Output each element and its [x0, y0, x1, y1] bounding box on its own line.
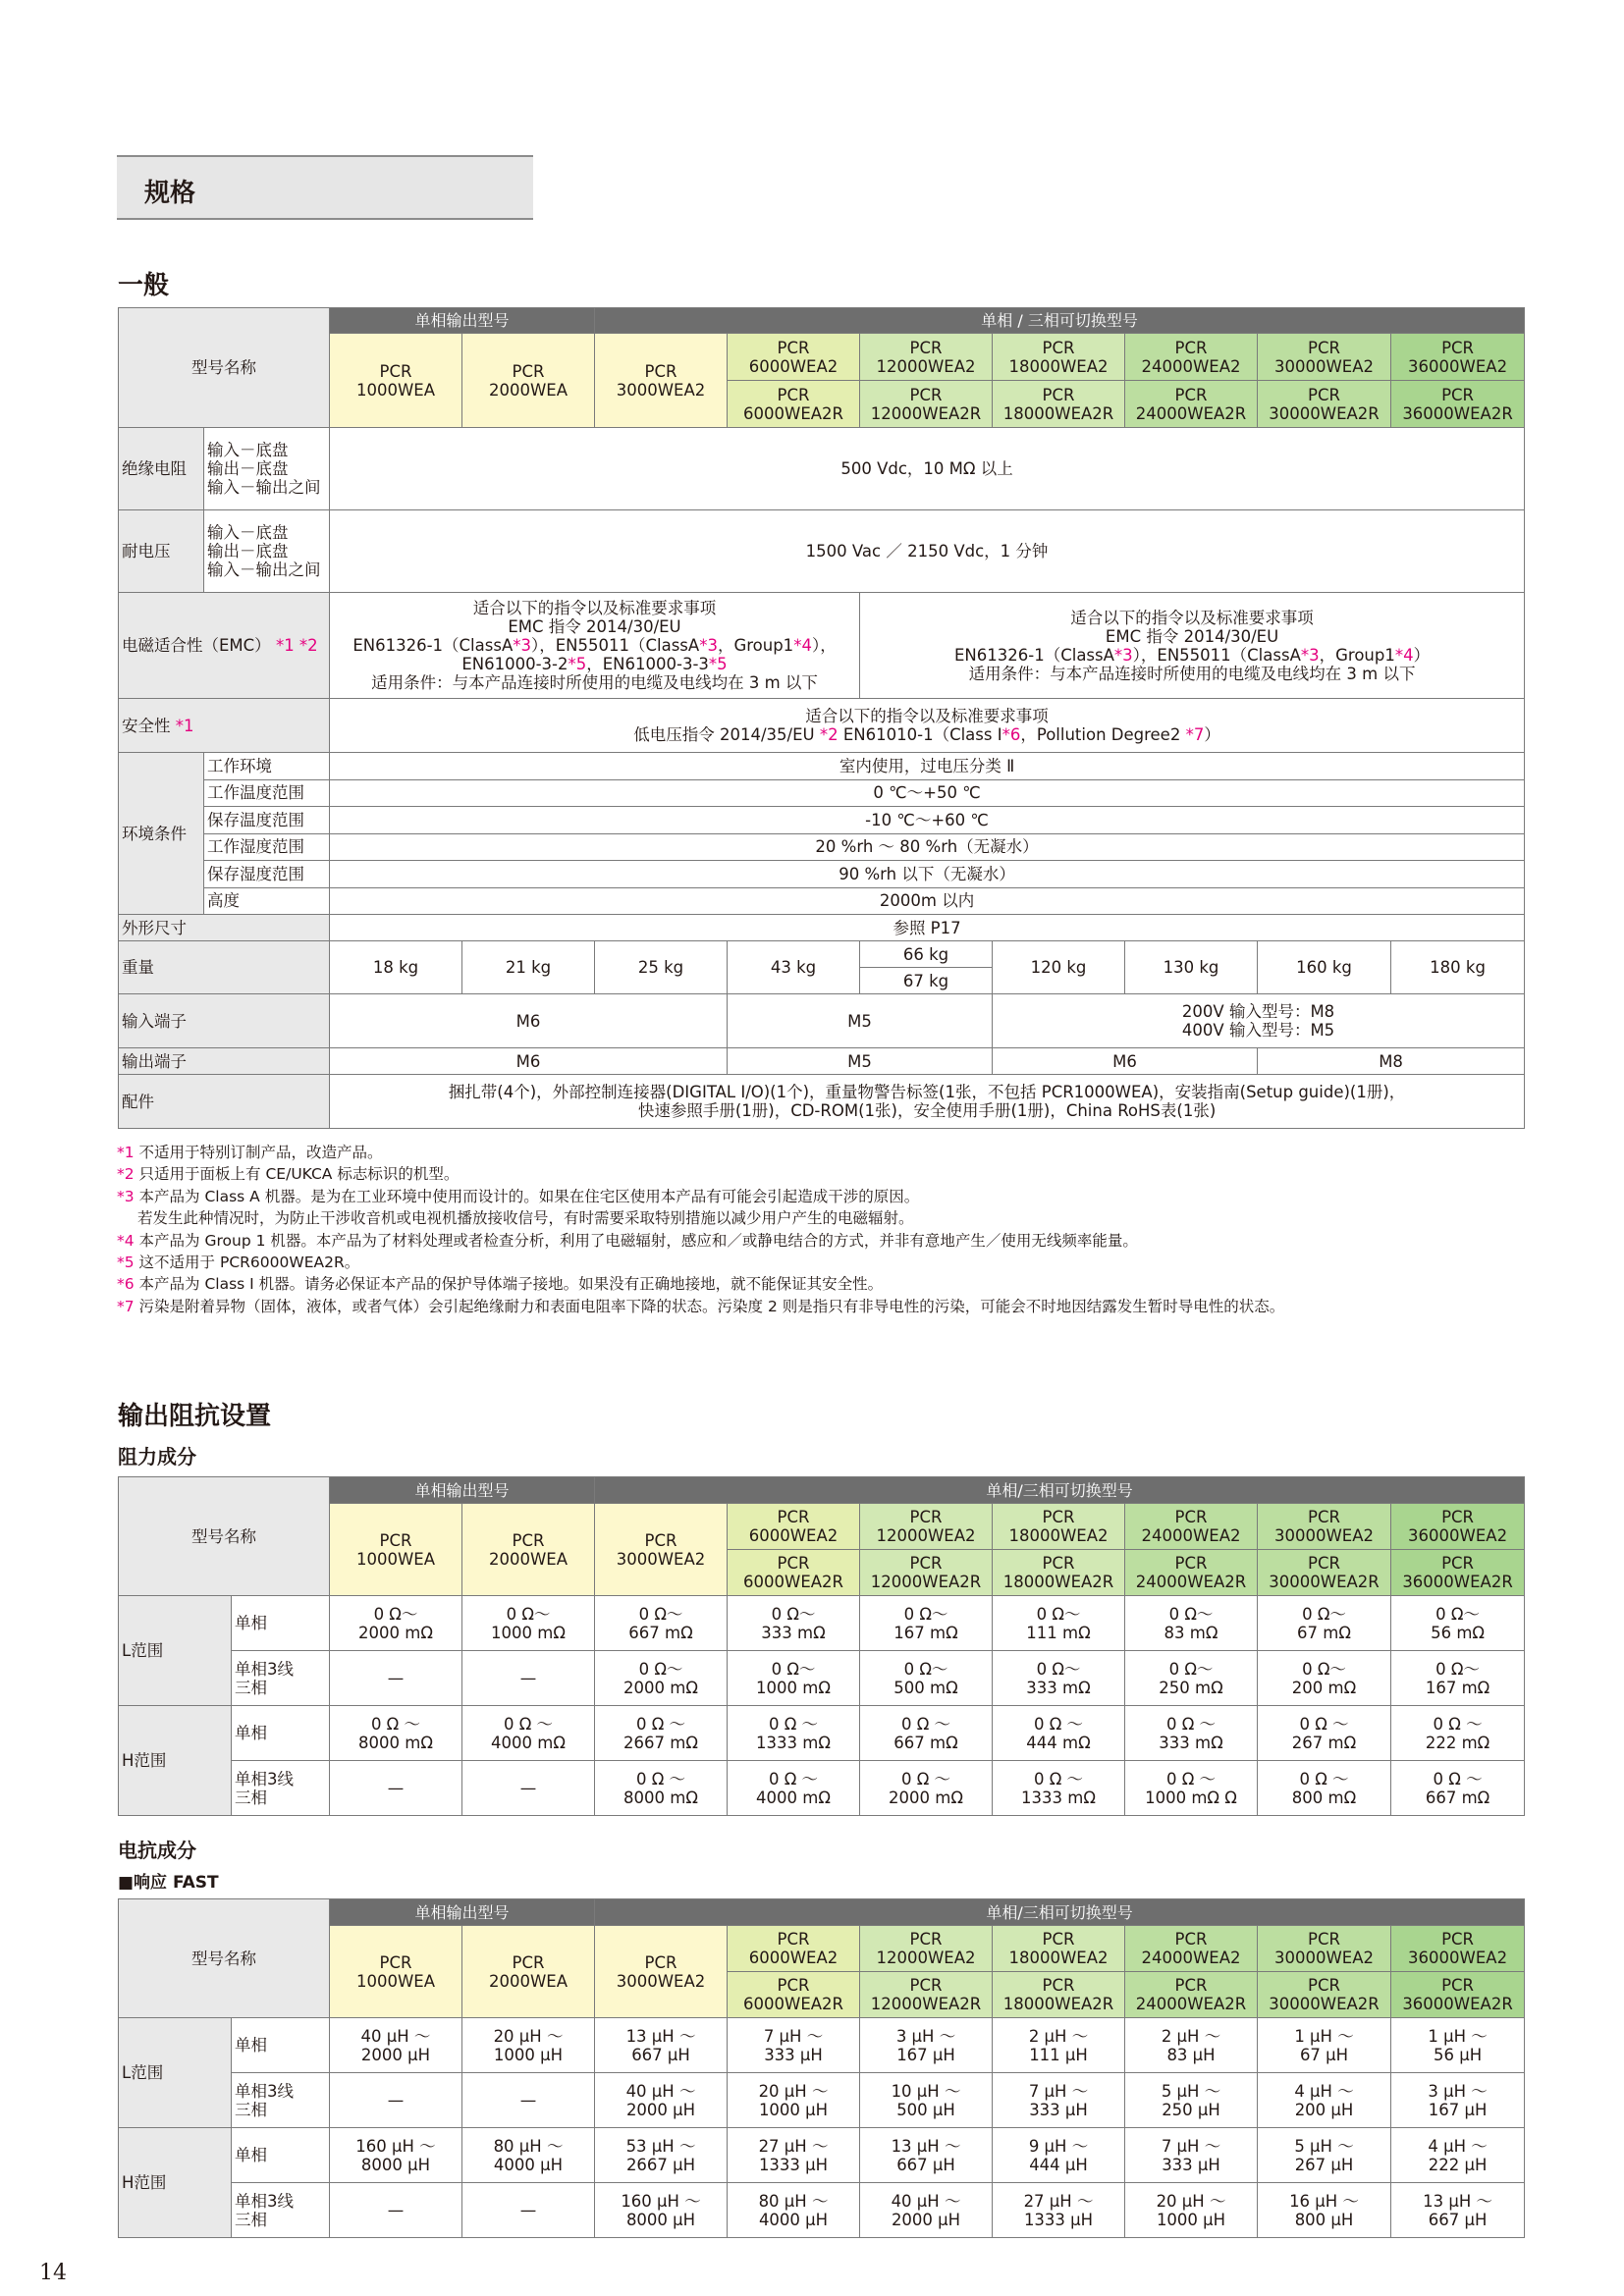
impedance-value: 80 μH ～ 4000 μH [728, 2183, 860, 2238]
emc-left-cell [330, 593, 860, 699]
phase-label: 单相3线 三相 [232, 2183, 330, 2238]
impedance-value: 0 Ω ～ 667 mΩ [1391, 1761, 1525, 1816]
output-terminal-value: M6 [993, 1048, 1258, 1075]
impedance-value: 0 Ω～ 1000 mΩ [728, 1651, 860, 1706]
model-name: PCR 3000WEA2 [595, 1926, 728, 2018]
footnote-mark: *7 [117, 1297, 135, 1315]
dimensions-value: 参照 P17 [330, 915, 1525, 941]
page-number: 14 [39, 2261, 67, 2285]
impedance-value: 7 μH ～ 333 μH [993, 2073, 1125, 2128]
impedance-value: 0 Ω ～ 2667 mΩ [595, 1706, 728, 1761]
weight-value: 67 kg [860, 968, 993, 994]
model-name: PCR 6000WEA2 [728, 1926, 860, 1972]
resistance-heading: 阻力成分 [118, 1445, 196, 1468]
impedance-value: 0 Ω～ 56 mΩ [1391, 1596, 1525, 1651]
model-name: PCR 18000WEA2 [993, 1504, 1125, 1550]
phase-label: 单相3线 三相 [232, 2073, 330, 2128]
phase-label: 单相 [232, 1706, 330, 1761]
model-name: PCR 36000WEA2 [1391, 1926, 1525, 1972]
model-name-r: PCR 30000WEA2R [1258, 381, 1391, 428]
weight-value: 160 kg [1258, 941, 1391, 994]
env-item-name: 保存温度范围 [204, 807, 330, 834]
footnote-text: 不适用于特别订制产品，改造产品。 [134, 1144, 383, 1161]
model-name-r: PCR 24000WEA2R [1125, 1550, 1258, 1596]
impedance-value: 0 Ω～ 500 mΩ [860, 1651, 993, 1706]
emc-right-l2: EMC 指令 2014/30/EU [1105, 626, 1279, 646]
dimensions-label: 外形尺寸 [119, 915, 330, 941]
env-item-value: 2000m 以内 [330, 887, 1525, 915]
footnote-text: 本产品为 Group 1 机器。本产品为了材料处理或者检查分析，利用了电磁辐射，感应和／或静电结合的方式，并非有意地产生／使用无线频率能量。 [134, 1231, 1138, 1250]
withstand-label: 耐电压 [119, 510, 204, 593]
model-name: PCR 12000WEA2 [860, 334, 993, 381]
weight-value: 43 kg [728, 941, 860, 994]
footnote-mark: *3 [117, 1187, 135, 1205]
footnote-text: 本产品为 Class A 机器。是为在工业环境中使用而设计的。如果在住宅区使用本产品有可能会引起造成干涉的原因。 [134, 1187, 920, 1205]
insulation-label: 绝缘电阻 [119, 428, 204, 510]
impedance-value: — [330, 1651, 462, 1706]
impedance-value: 0 Ω～ 67 mΩ [1258, 1596, 1391, 1651]
impedance-value: 0 Ω～ 333 mΩ [728, 1596, 860, 1651]
impedance-value: 1 μH ～ 67 μH [1258, 2018, 1391, 2073]
withstand-value: 1500 Vac ／ 2150 Vdc，1 分钟 [330, 510, 1525, 593]
impedance-value: 0 Ω ～ 800 mΩ [1258, 1761, 1391, 1816]
footnote-mark: *4 [117, 1231, 135, 1250]
impedance-value: 4 μH ～ 222 μH [1391, 2128, 1525, 2183]
model-name: PCR 24000WEA2 [1125, 1926, 1258, 1972]
model-name: PCR 18000WEA2 [993, 1926, 1125, 1972]
emc-left-l4: EN61000-3-2*5，EN61000-3-3*5 [461, 655, 728, 673]
footnote [117, 1230, 1531, 1252]
fast-label: ■响应 FAST [118, 1873, 219, 1893]
env-item-name: 工作湿度范围 [204, 833, 330, 861]
impedance-value: 27 μH ～ 1333 μH [728, 2128, 860, 2183]
emc-left-l5: 适用条件：与本产品连接时所使用的电缆及电线均在 3 m 以下 [371, 673, 818, 692]
impedance-value: 1 μH ～ 56 μH [1391, 2018, 1525, 2073]
model-name-r: PCR 12000WEA2R [860, 1972, 993, 2018]
weight-value: 25 kg [595, 941, 728, 994]
safety-label-cell [119, 699, 330, 753]
impedance-value: 3 μH ～ 167 μH [1391, 2073, 1525, 2128]
model-name-r: PCR 6000WEA2R [728, 1972, 860, 2018]
impedance-value: 0 Ω～ 333 mΩ [993, 1651, 1125, 1706]
model-name: PCR 30000WEA2 [1258, 1504, 1391, 1550]
single-phase-header: 单相输出型号 [330, 1899, 595, 1926]
accessories-value: 捆扎带(4个)，外部控制连接器(DIGITAL I/O)(1个)，重量物警告标签(1张，不包括 PCR1000WEA)，安装指南(Setup guide)(1册)， 快速参照手册(1册)，CD-ROM(1张)，安全使用手册(1册)，China RoHS表(1张) [330, 1075, 1525, 1129]
impedance-value: 7 μH ～ 333 μH [1125, 2128, 1258, 2183]
footnote [117, 1207, 1531, 1229]
section-title-bar [117, 155, 533, 220]
impedance-value: — [330, 2183, 462, 2238]
weight-value: 120 kg [993, 941, 1125, 994]
model-label: 型号名称 [119, 1899, 330, 2018]
impedance-value: 0 Ω ～ 4000 mΩ [462, 1706, 595, 1761]
impedance-value: 0 Ω ～ 8000 mΩ [595, 1761, 728, 1816]
model-name: PCR 12000WEA2 [860, 1926, 993, 1972]
weight-value: 66 kg [860, 941, 993, 968]
model-name: PCR 2000WEA [462, 1504, 595, 1596]
impedance-value: 0 Ω～ 200 mΩ [1258, 1651, 1391, 1706]
model-name-r: PCR 18000WEA2R [993, 1972, 1125, 2018]
env-item-name: 保存湿度范围 [204, 861, 330, 888]
model-name: PCR 24000WEA2 [1125, 334, 1258, 381]
env-item-name: 工作温度范围 [204, 779, 330, 807]
switchable-header: 单相/三相可切换型号 [595, 1477, 1525, 1504]
emc-right-l4: 适用条件：与本产品连接时所使用的电缆及电线均在 3 m 以下 [968, 664, 1416, 683]
footnote-text: 这不适用于 PCR6000WEA2R。 [134, 1254, 360, 1272]
model-name-r: PCR 12000WEA2R [860, 381, 993, 428]
insulation-sub: 输入－底盘 输出－底盘 输入－输出之间 [204, 428, 330, 510]
emc-label-marks: *1 *2 [275, 636, 318, 655]
footnote-mark: *2 [117, 1165, 135, 1184]
impedance-value: 10 μH ～ 500 μH [860, 2073, 993, 2128]
impedance-value: 40 μH ～ 2000 μH [860, 2183, 993, 2238]
model-name-r: PCR 36000WEA2R [1391, 1972, 1525, 2018]
weight-label: 重量 [119, 941, 330, 994]
emc-right-cell [860, 593, 1525, 699]
footnote [117, 1252, 1531, 1273]
impedance-value: 0 Ω～ 250 mΩ [1125, 1651, 1258, 1706]
impedance-value: 53 μH ～ 2667 μH [595, 2128, 728, 2183]
model-name: PCR 3000WEA2 [595, 334, 728, 428]
env-item-name: 工作环境 [204, 753, 330, 780]
impedance-value: 9 μH ～ 444 μH [993, 2128, 1125, 2183]
model-name-r: PCR 30000WEA2R [1258, 1972, 1391, 2018]
reactance-table [118, 1898, 1525, 2238]
range-label: L范围 [119, 1596, 232, 1706]
safety-value: 适合以下的指令以及标准要求事项 低电压指令 2014/35/EU *2 EN61010-1（Class Ⅰ*6，Pollution Degree2 *7） [330, 699, 1525, 753]
impedance-value: 16 μH ～ 800 μH [1258, 2183, 1391, 2238]
env-item-value: 20 %rh ～ 80 %rh（无凝水） [330, 833, 1525, 861]
single-phase-header: 单相输出型号 [330, 308, 595, 334]
emc-left-l2: EMC 指令 2014/30/EU [508, 617, 681, 636]
impedance-value: 0 Ω ～ 1333 mΩ [993, 1761, 1125, 1816]
output-terminal-value: M5 [728, 1048, 993, 1075]
emc-left-l3: EN61326-1（ClassA*3），EN55011（ClassA*3，Group1*4）， [352, 636, 837, 655]
impedance-value: — [462, 2183, 595, 2238]
model-name-r: PCR 18000WEA2R [993, 381, 1125, 428]
switchable-header: 单相 / 三相可切换型号 [595, 308, 1525, 334]
withstand-sub: 输入－底盘 输出－底盘 输入－输出之间 [204, 510, 330, 593]
footnote [117, 1163, 1531, 1185]
model-name: PCR 1000WEA [330, 334, 462, 428]
footnote [117, 1273, 1531, 1295]
impedance-value: — [330, 2073, 462, 2128]
model-name: PCR 30000WEA2 [1258, 1926, 1391, 1972]
model-name-r: PCR 18000WEA2R [993, 1550, 1125, 1596]
footnotes [117, 1142, 1531, 1317]
emc-left-l1: 适合以下的指令以及标准要求事项 [472, 599, 717, 617]
impedance-value: 13 μH ～ 667 μH [1391, 2183, 1525, 2238]
model-name-r: PCR 36000WEA2R [1391, 381, 1525, 428]
footnote-mark: *1 [117, 1144, 135, 1161]
footnote [117, 1186, 1531, 1207]
model-name: PCR 36000WEA2 [1391, 334, 1525, 381]
footnote [117, 1296, 1531, 1317]
model-name: PCR 12000WEA2 [860, 1504, 993, 1550]
impedance-value: 0 Ω ～ 1333 mΩ [728, 1706, 860, 1761]
input-terminal-value: 200V 输入型号：M8 400V 输入型号：M5 [993, 994, 1525, 1048]
impedance-value: 160 μH ～ 8000 μH [330, 2128, 462, 2183]
impedance-value: 80 μH ～ 4000 μH [462, 2128, 595, 2183]
resistance-table [118, 1476, 1525, 1816]
impedance-value: 4 μH ～ 200 μH [1258, 2073, 1391, 2128]
accessories-label: 配件 [119, 1075, 330, 1129]
model-name: PCR 3000WEA2 [595, 1504, 728, 1596]
model-name: PCR 1000WEA [330, 1504, 462, 1596]
impedance-value: 0 Ω ～ 8000 mΩ [330, 1706, 462, 1761]
footnote-mark: *6 [117, 1275, 135, 1294]
env-item-value: -10 ℃～+60 ℃ [330, 807, 1525, 834]
footnote-text: 若发生此种情况时，为防止干涉收音机或电视机播放接收信号，有时需要采取特别措施以减少用户产生的电磁辐射。 [137, 1209, 914, 1228]
env-item-value: 90 %rh 以下（无凝水） [330, 861, 1525, 888]
weight-value: 130 kg [1125, 941, 1258, 994]
model-name: PCR 6000WEA2 [728, 334, 860, 381]
model-name-r: PCR 24000WEA2R [1125, 381, 1258, 428]
impedance-value: 3 μH ～ 167 μH [860, 2018, 993, 2073]
footnote-text: 本产品为 Class I 机器。请务必保证本产品的保护导体端子接地。如果没有正确地接地，就不能保证其安全性。 [134, 1275, 884, 1294]
impedance-value: 0 Ω～ 167 mΩ [860, 1596, 993, 1651]
input-terminal-label: 输入端子 [119, 994, 330, 1048]
emc-label: 电磁适合性（EMC） [122, 636, 271, 655]
impedance-value: 40 μH ～ 2000 μH [330, 2018, 462, 2073]
impedance-value: 13 μH ～ 667 μH [595, 2018, 728, 2073]
general-spec-table [118, 307, 1525, 1129]
model-name: PCR 6000WEA2 [728, 1504, 860, 1550]
section-title: 规格 [144, 179, 196, 208]
env-item-name: 高度 [204, 887, 330, 915]
model-label: 型号名称 [191, 358, 256, 377]
impedance-value: 0 Ω ～ 222 mΩ [1391, 1706, 1525, 1761]
reactance-heading: 电抗成分 [118, 1839, 196, 1862]
general-heading: 一般 [118, 271, 170, 300]
impedance-value: — [330, 1761, 462, 1816]
model-name-r: PCR 12000WEA2R [860, 1550, 993, 1596]
weight-value: 18 kg [330, 941, 462, 994]
footnote-mark: *5 [117, 1254, 135, 1272]
weight-value: 180 kg [1391, 941, 1525, 994]
env-item-value: 室内使用，过电压分类 Ⅱ [330, 753, 1525, 780]
model-name: PCR 1000WEA [330, 1926, 462, 2018]
impedance-value: 0 Ω ～ 444 mΩ [993, 1706, 1125, 1761]
impedance-value: 0 Ω ～ 333 mΩ [1125, 1706, 1258, 1761]
impedance-value: 40 μH ～ 2000 μH [595, 2073, 728, 2128]
weight-value: 21 kg [462, 941, 595, 994]
impedance-value: 13 μH ～ 667 μH [860, 2128, 993, 2183]
model-name-r: PCR 30000WEA2R [1258, 1550, 1391, 1596]
impedance-value: 0 Ω～ 2000 mΩ [595, 1651, 728, 1706]
impedance-value: 7 μH ～ 333 μH [728, 2018, 860, 2073]
range-label: H范围 [119, 1706, 232, 1816]
safety-label-mark: *1 [175, 716, 194, 735]
phase-label: 单相3线 三相 [232, 1761, 330, 1816]
impedance-value: 5 μH ～ 250 μH [1125, 2073, 1258, 2128]
safety-label: 安全性 [122, 716, 171, 735]
phase-label: 单相 [232, 2128, 330, 2183]
emc-right-l1: 适合以下的指令以及标准要求事项 [1070, 608, 1314, 627]
output-terminal-value: M6 [330, 1048, 728, 1075]
emc-right-l3: EN61326-1（ClassA*3），EN55011（ClassA*3，Group1*4） [954, 645, 1431, 665]
model-name: PCR 30000WEA2 [1258, 334, 1391, 381]
single-phase-header: 单相输出型号 [330, 1477, 595, 1504]
range-label: L范围 [119, 2018, 232, 2128]
phase-label: 单相3线 三相 [232, 1651, 330, 1706]
model-name: PCR 36000WEA2 [1391, 1504, 1525, 1550]
impedance-value: 0 Ω ～ 267 mΩ [1258, 1706, 1391, 1761]
impedance-value: 0 Ω ～ 1000 mΩ Ω [1125, 1761, 1258, 1816]
model-name-r: PCR 24000WEA2R [1125, 1972, 1258, 2018]
environment-label: 环境条件 [119, 753, 204, 915]
impedance-value: 5 μH ～ 267 μH [1258, 2128, 1391, 2183]
footnote-text: 只适用于面板上有 CE/UKCA 标志标识的机型。 [134, 1165, 460, 1184]
model-label: 型号名称 [119, 1477, 330, 1596]
impedance-value: 27 μH ～ 1333 μH [993, 2183, 1125, 2238]
impedance-value: 0 Ω～ 111 mΩ [993, 1596, 1125, 1651]
insulation-value: 500 Vdc，10 MΩ 以上 [330, 428, 1525, 510]
env-item-value: 0 ℃～+50 ℃ [330, 779, 1525, 807]
model-label-cell [119, 308, 330, 428]
model-name-r: PCR 6000WEA2R [728, 381, 860, 428]
impedance-value: 0 Ω～ 1000 mΩ [462, 1596, 595, 1651]
input-terminal-value: M6 [330, 994, 728, 1048]
input-terminal-value: M5 [728, 994, 993, 1048]
impedance-value: 0 Ω ～ 667 mΩ [860, 1706, 993, 1761]
impedance-value: 0 Ω ～ 4000 mΩ [728, 1761, 860, 1816]
footnote [117, 1142, 1531, 1163]
output-terminal-value: M8 [1258, 1048, 1525, 1075]
impedance-value: 2 μH ～ 83 μH [1125, 2018, 1258, 2073]
impedance-value: 0 Ω ～ 2000 mΩ [860, 1761, 993, 1816]
switchable-header: 单相/三相可切换型号 [595, 1899, 1525, 1926]
impedance-value: 0 Ω～ 2000 mΩ [330, 1596, 462, 1651]
impedance-value: 0 Ω～ 667 mΩ [595, 1596, 728, 1651]
phase-label: 单相 [232, 2018, 330, 2073]
model-name-r: PCR 36000WEA2R [1391, 1550, 1525, 1596]
emc-label-cell [119, 593, 330, 699]
impedance-value: 20 μH ～ 1000 μH [728, 2073, 860, 2128]
impedance-value: — [462, 1651, 595, 1706]
range-label: H范围 [119, 2128, 232, 2238]
impedance-value: — [462, 1761, 595, 1816]
impedance-value: 2 μH ～ 111 μH [993, 2018, 1125, 2073]
impedance-value: — [462, 2073, 595, 2128]
impedance-value: 160 μH ～ 8000 μH [595, 2183, 728, 2238]
impedance-value: 0 Ω～ 167 mΩ [1391, 1651, 1525, 1706]
impedance-value: 0 Ω～ 83 mΩ [1125, 1596, 1258, 1651]
model-name: PCR 24000WEA2 [1125, 1504, 1258, 1550]
model-name: PCR 18000WEA2 [993, 334, 1125, 381]
model-name: PCR 2000WEA [462, 1926, 595, 2018]
model-name: PCR 2000WEA [462, 334, 595, 428]
impedance-heading: 输出阻抗设置 [118, 1402, 272, 1431]
impedance-value: 20 μH ～ 1000 μH [462, 2018, 595, 2073]
model-name-r: PCR 6000WEA2R [728, 1550, 860, 1596]
impedance-value: 20 μH ～ 1000 μH [1125, 2183, 1258, 2238]
phase-label: 单相 [232, 1596, 330, 1651]
output-terminal-label: 输出端子 [119, 1048, 330, 1075]
footnote-text: 污染是附着异物（固体，液体，或者气体）会引起绝缘耐力和表面电阻率下降的状态。污染度 2 则是指只有非导电性的污染，可能会不时地因结露发生暂时导电性的状态。 [134, 1297, 1285, 1315]
